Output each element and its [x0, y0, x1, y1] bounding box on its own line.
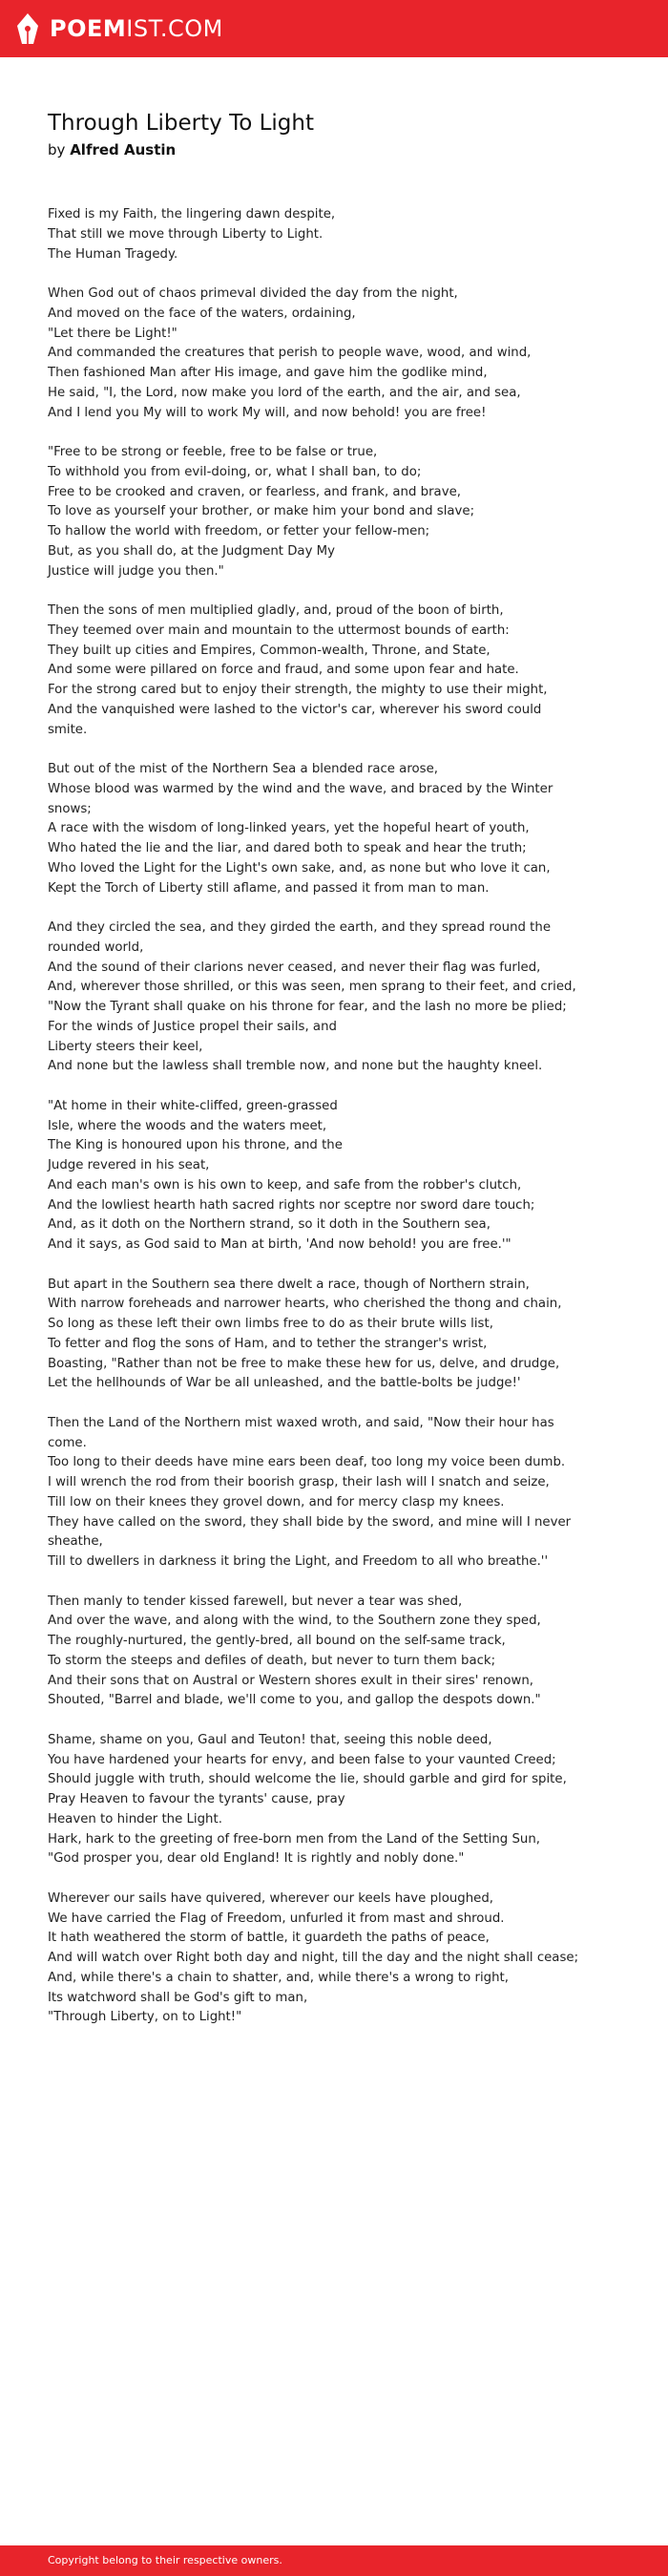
- poem-byline: [48, 139, 176, 160]
- poem-line: And each man's own is his own to keep, and safe from the robber's clutch,: [48, 1177, 522, 1193]
- poem-line: Its watchword shall be God's gift to man,: [48, 1990, 308, 2005]
- by-prefix: by: [48, 141, 66, 158]
- poem-line: To fetter and flog the sons of Ham, and to tether the stranger's wrist,: [48, 1336, 488, 1351]
- poem-line: And commanded the creatures that perish to people wave, wood, and wind,: [48, 346, 532, 361]
- poem-line: The Human Tragedy.: [48, 246, 178, 262]
- poem-line: Boasting, "Rather than not be free to make these hew for us, delve, and drudge,: [48, 1356, 560, 1371]
- logo-text: POEMIST.COM: [50, 15, 223, 42]
- poem-line: "Through Liberty, on to Light!": [48, 2010, 242, 2025]
- poem-line: That still we move through Liberty to Light.: [48, 226, 324, 242]
- poem-stanza: [48, 1276, 582, 1395]
- poem-line: When God out of chaos primeval divided the day from the night,: [48, 286, 458, 301]
- poem-line: For the strong cared but to enjoy their strength, the mighty to use their might,: [48, 683, 548, 697]
- poem-stanza: [48, 918, 582, 1077]
- poem-line: Justice will judge you then.": [48, 563, 224, 579]
- poem-stanza: [48, 760, 582, 898]
- poem-line: Till low on their knees they grovel down, and for mercy clasp my knees.: [48, 1494, 505, 1510]
- site-footer: [0, 2545, 668, 2576]
- poem-line: And the vanquished were lashed to the victor's car, wherever his sword could smite.: [48, 702, 542, 737]
- poem-line: The roughly-nurtured, the gently-bred, all bound on the self-same track,: [48, 1634, 506, 1648]
- poem-stanza: [48, 443, 582, 581]
- poem-line: Heaven to hinder the Light.: [48, 1811, 222, 1826]
- poem-line: "Let there be Light!": [48, 326, 177, 341]
- poem-line: Judge revered in his seat,: [48, 1158, 210, 1172]
- poem-line: But apart in the Southern sea there dwelt a race, though of Northern strain,: [48, 1277, 530, 1292]
- poem-line: Hark, hark to the greeting of free-born men from the Land of the Setting Sun,: [48, 1831, 540, 1847]
- pen-nib-icon: [15, 12, 40, 45]
- poem-line: And the sound of their clarions never ceased, and never their flag was furled,: [48, 960, 541, 975]
- poem-line: A race with the wisdom of long-linked years, yet the hopeful heart of youth,: [48, 821, 530, 836]
- poem-line: And will watch over Right both day and night, till the day and the night shall cease;: [48, 1951, 579, 1965]
- poem-line: Shouted, "Barrel and blade, we'll come to you, and gallop the despots down.": [48, 1693, 541, 1708]
- poem-line: Kept the Torch of Liberty still aflame, and passed it from man to man.: [48, 880, 490, 896]
- poem-line: And they circled the sea, and they girded the earth, and they spread round the rounded world,: [48, 920, 552, 955]
- poem-title: Through Liberty To Light: [48, 111, 314, 136]
- poem-line: He said, "I, the Lord, now make you lord of the earth, and the air, and sea,: [48, 385, 521, 400]
- poem-line: And I lend you My will to work My will, and now behold! you are free!: [48, 405, 487, 420]
- poem-line: They teemed over main and mountain to the uttermost bounds of earth:: [48, 623, 510, 638]
- poem-line: With narrow foreheads and narrower hearts, who cherished the thong and chain,: [48, 1297, 562, 1312]
- poem-line: Who loved the Light for the Light's own sake, and, as none but who love it can,: [48, 860, 551, 876]
- poem-line: Wherever our sails have quivered, wherever our keels have ploughed,: [48, 1890, 493, 1906]
- poem-line: You have hardened your hearts for envy, and been false to your vaunted Creed;: [48, 1752, 556, 1767]
- poem-line: "God prosper you, dear old England! It is rightly and nobly done.": [48, 1851, 465, 1867]
- poem-line: Who hated the lie and the liar, and dared both to speak and hear the truth;: [48, 841, 527, 855]
- poem-line: We have carried the Flag of Freedom, unfurled it from mast and shroud.: [48, 1911, 505, 1926]
- poem-stanza: [48, 285, 582, 423]
- poem-line: And none but the lawless shall tremble now, and none but the haughty kneel.: [48, 1059, 543, 1074]
- poem-line: And the lowliest hearth hath sacred rights nor sceptre nor sword dare touch;: [48, 1197, 535, 1213]
- poem-line: I will wrench the rod from their boorish grasp, their lash will I snatch and seize,: [48, 1475, 550, 1489]
- poem-line: Then the sons of men multiplied gladly, and, proud of the boon of birth,: [48, 603, 504, 618]
- poem-line: For the winds of Justice propel their sails, and: [48, 1019, 337, 1034]
- poem-line: But, as you shall do, at the Judgment Day My: [48, 543, 336, 559]
- poem-line: They have called on the sword, they shall bide by the sword, and mine will I never sheathe,: [48, 1514, 572, 1550]
- poem-line: But out of the mist of the Northern Sea a blended race arose,: [48, 762, 438, 776]
- poem-line: And, wherever those shrilled, or this was seen, men sprang to their feet, and cried,: [48, 980, 576, 995]
- poem-line: Shame, shame on you, Gaul and Teuton! that, seeing this noble deed,: [48, 1732, 492, 1747]
- poem-line: Pray Heaven to favour the tyrants' cause, pray: [48, 1792, 345, 1806]
- poem-line: And, as it doth on the Northern strand, so it doth in the Southern sea,: [48, 1217, 491, 1233]
- site-header: [0, 0, 668, 57]
- poem-author-link[interactable]: Alfred Austin: [70, 141, 177, 158]
- poem-line: Isle, where the woods and the waters meet,: [48, 1118, 327, 1133]
- poem-line: And moved on the face of the waters, ordaining,: [48, 306, 356, 321]
- poem-stanza: [48, 1593, 582, 1712]
- poem-line: It hath weathered the storm of battle, it guardeth the paths of peace,: [48, 1931, 490, 1946]
- poem-line: "At home in their white-cliffed, green-grassed: [48, 1098, 338, 1113]
- site-logo[interactable]: [15, 12, 223, 45]
- poem-line: Should juggle with truth, should welcome the lie, should garble and gird for spite,: [48, 1772, 567, 1787]
- poem-line: Till to dwellers in darkness it bring the Light, and Freedom to all who breathe.'': [48, 1554, 549, 1569]
- poem-line: Free to be crooked and craven, or fearless, and frank, and brave,: [48, 484, 461, 499]
- poem-line: "Free to be strong or feeble, free to be false or true,: [48, 445, 378, 459]
- poem-stanza: [48, 1414, 582, 1573]
- poem-line: And, while there's a chain to shatter, and, while there's a wrong to right,: [48, 1970, 509, 1985]
- poem-line: So long as these left their own limbs free to do as their brute wills list,: [48, 1317, 493, 1331]
- poem-line: Then manly to tender kissed farewell, but never a tear was shed,: [48, 1594, 463, 1609]
- poem-line: And it says, as God said to Man at birth, 'And now behold! you are free.'": [48, 1237, 511, 1252]
- poem-stanza: [48, 205, 582, 264]
- poem-line: Too long to their deeds have mine ears been deaf, too long my voice been dumb.: [48, 1455, 566, 1470]
- poem-line: Fixed is my Faith, the lingering dawn despite,: [48, 207, 336, 222]
- poem-line: The King is honoured upon his throne, and the: [48, 1138, 343, 1153]
- copyright-text: Copyright belong to their respective owners.: [48, 2554, 282, 2566]
- poem-line: To storm the steeps and defiles of death, but never to turn them back;: [48, 1653, 496, 1668]
- poem-body: [48, 205, 582, 2048]
- poem-line: Whose blood was warmed by the wind and the wave, and braced by the Winter snows;: [48, 781, 553, 816]
- poem-line: Liberty steers their keel,: [48, 1039, 203, 1054]
- poem-stanza: [48, 1731, 582, 1869]
- poem-stanza: [48, 602, 582, 740]
- poem-line: Let the hellhounds of War be all unleashed, and the battle-bolts be judge!': [48, 1376, 521, 1391]
- poem-stanza: [48, 1097, 582, 1256]
- poem-line: They built up cities and Empires, Common-wealth, Throne, and State,: [48, 643, 491, 658]
- poem-line: And some were pillared on force and fraud, and some upon fear and hate.: [48, 663, 519, 678]
- poem-line: To withhold you from evil-doing, or, what I shall ban, to do;: [48, 464, 422, 479]
- poem-line: To hallow the world with freedom, or fetter your fellow-men;: [48, 524, 430, 538]
- poem-stanza: [48, 1890, 582, 2028]
- poem-line: And their sons that on Austral or Western shores exult in their sires' renown,: [48, 1673, 534, 1688]
- poem-line: "Now the Tyrant shall quake on his throne for fear, and the lash no more be plied;: [48, 1000, 567, 1014]
- poem-line: Then the Land of the Northern mist waxed wroth, and said, "Now their hour has come.: [48, 1415, 554, 1450]
- poem-line: Then fashioned Man after His image, and gave him the godlike mind,: [48, 366, 488, 380]
- poem-line: To love as yourself your brother, or make him your bond and slave;: [48, 504, 475, 519]
- poem-line: And over the wave, and along with the wind, to the Southern zone they sped,: [48, 1614, 541, 1629]
